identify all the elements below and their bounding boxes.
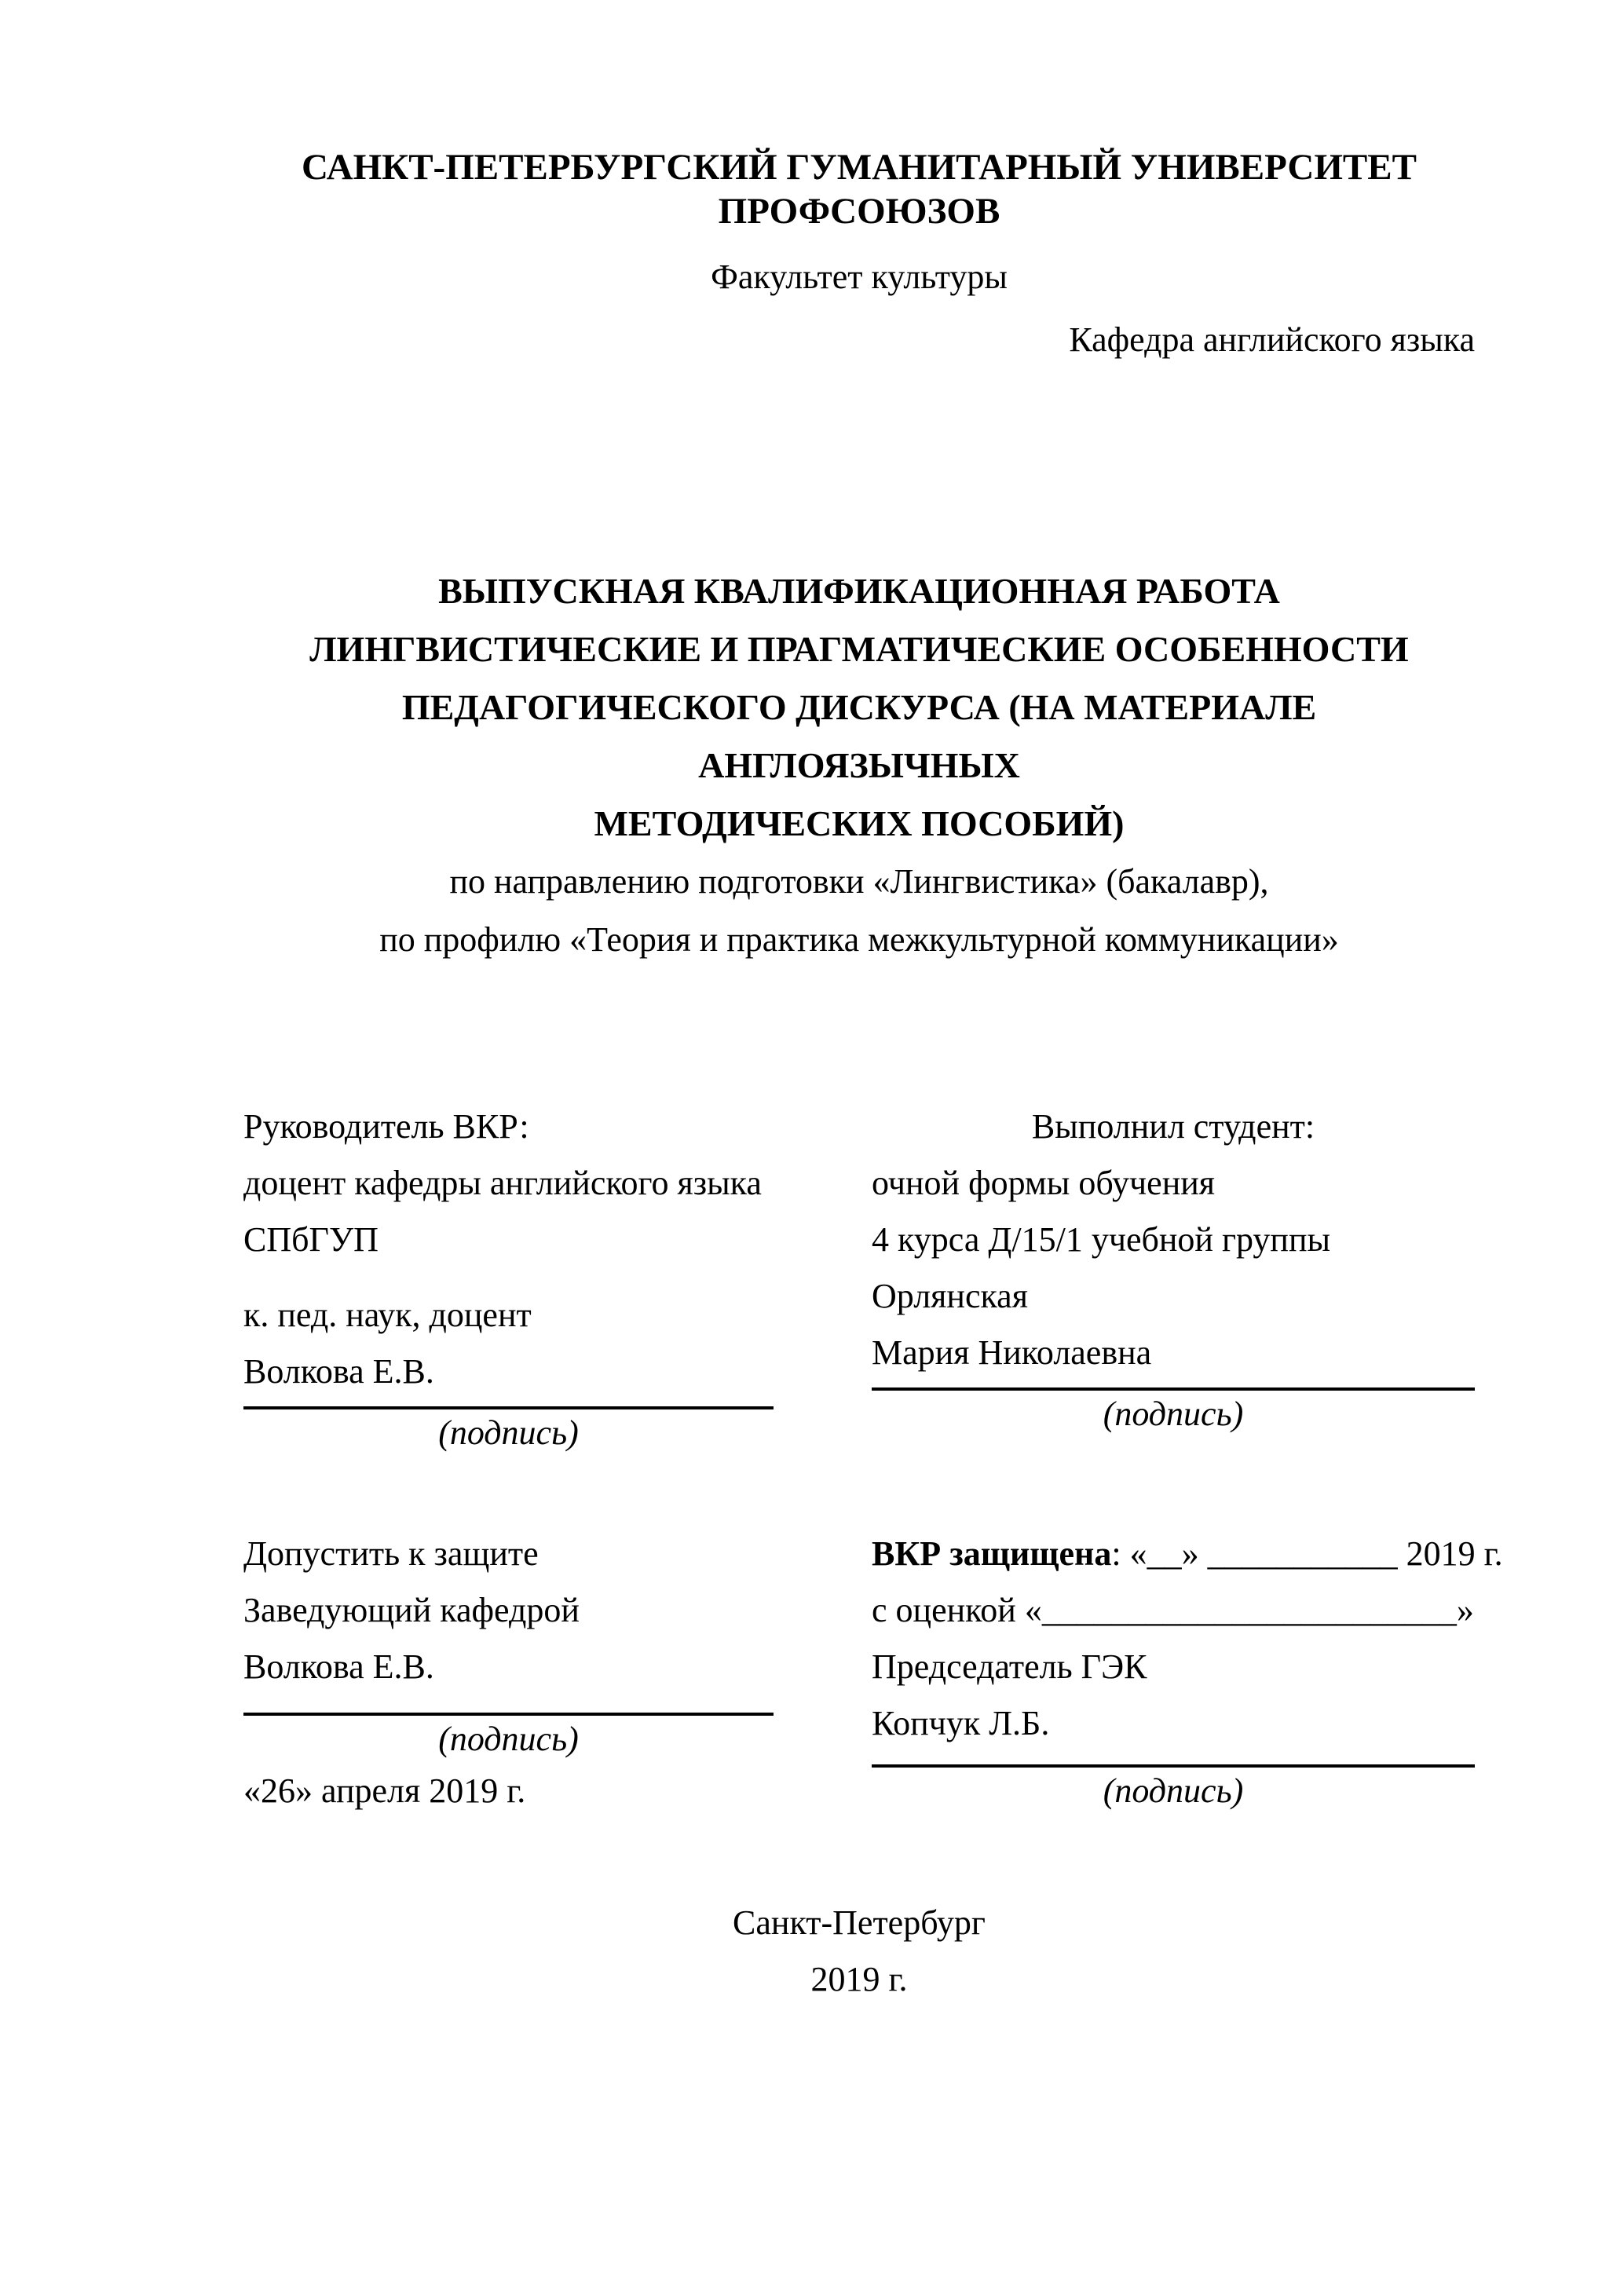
supervisor-organization: СПбГУП bbox=[243, 1220, 379, 1259]
faculty-name: Факультет культуры bbox=[711, 258, 1008, 296]
student-block bbox=[872, 1099, 1475, 1457]
thesis-title-line-3: МЕТОДИЧЕСКИХ ПОСОБИЙ) bbox=[594, 803, 1125, 843]
supervisor-position: доцент кафедры английского языка bbox=[243, 1164, 762, 1202]
admission-signature-caption: (подпись) bbox=[438, 1720, 579, 1758]
signatories-row-1 bbox=[243, 1099, 1475, 1457]
supervisor-label: Руководитель ВКР: bbox=[243, 1107, 529, 1146]
supervisor-block bbox=[243, 1099, 801, 1457]
student-label: Выполнил студент: bbox=[1031, 1107, 1315, 1146]
work-type-title: ВЫПУСКНАЯ КВАЛИФИКАЦИОННАЯ РАБОТА bbox=[438, 571, 1280, 611]
defense-signature-caption: (подпись) bbox=[1103, 1771, 1244, 1810]
admission-date: «26» апреля 2019 г. bbox=[243, 1771, 526, 1810]
supervisor-signature-caption: (подпись) bbox=[438, 1413, 579, 1452]
profile-line: по профилю «Теория и практика межкультурной коммуникации» bbox=[379, 920, 1339, 959]
university-name: САНКТ-ПЕТЕРБУРГСКИЙ ГУМАНИТАРНЫЙ УНИВЕРСИТЕТ ПРОФСОЮЗОВ bbox=[302, 147, 1417, 232]
supervisor-name: Волкова Е.В. bbox=[243, 1352, 434, 1391]
thesis-title-line-1: ЛИНГВИСТИЧЕСКИЕ И ПРАГМАТИЧЕСКИЕ ОСОБЕННОСТИ bbox=[309, 629, 1409, 669]
admission-line-2: Заведующий кафедрой bbox=[243, 1591, 580, 1629]
footer-block bbox=[243, 1895, 1475, 2008]
department-name: Кафедра английского языка bbox=[1069, 320, 1475, 359]
student-surname: Орлянская bbox=[872, 1277, 1028, 1315]
footer-year: 2019 г. bbox=[810, 1960, 908, 1998]
student-study-form: очной формы обучения bbox=[872, 1164, 1216, 1202]
defense-status-label: ВКР защищена bbox=[872, 1534, 1112, 1573]
admission-line-1: Допустить к защите bbox=[243, 1534, 539, 1573]
defense-block bbox=[872, 1526, 1503, 1819]
title-block bbox=[243, 562, 1475, 969]
student-name: Мария Николаевна bbox=[872, 1333, 1152, 1372]
admission-name: Волкова Е.В. bbox=[243, 1647, 434, 1686]
admission-block bbox=[243, 1526, 801, 1819]
thesis-title-line-2: ПЕДАГОГИЧЕСКОГО ДИСКУРСА (НА МАТЕРИАЛЕ АНГЛОЯЗЫЧНЫХ bbox=[401, 687, 1317, 785]
defense-grade-line: с оценкой «________________________» bbox=[872, 1591, 1474, 1629]
defense-chair-name: Копчук Л.Б. bbox=[872, 1704, 1050, 1742]
program-line: по направлению подготовки «Лингвистика» (бакалавр), bbox=[449, 862, 1269, 901]
defense-status-blank: : «__» ___________ 2019 г. bbox=[1111, 1534, 1503, 1573]
student-signature-caption: (подпись) bbox=[1103, 1395, 1244, 1433]
footer-city: Санкт-Петербург bbox=[733, 1903, 986, 1942]
student-group: 4 курса Д/15/1 учебной группы bbox=[872, 1220, 1331, 1259]
defense-status-line bbox=[872, 1526, 1503, 1582]
defense-chair-title: Председатель ГЭК bbox=[872, 1647, 1147, 1686]
supervisor-degree: к. пед. наук, доцент bbox=[243, 1296, 532, 1334]
signatories-row-2 bbox=[243, 1526, 1503, 1819]
